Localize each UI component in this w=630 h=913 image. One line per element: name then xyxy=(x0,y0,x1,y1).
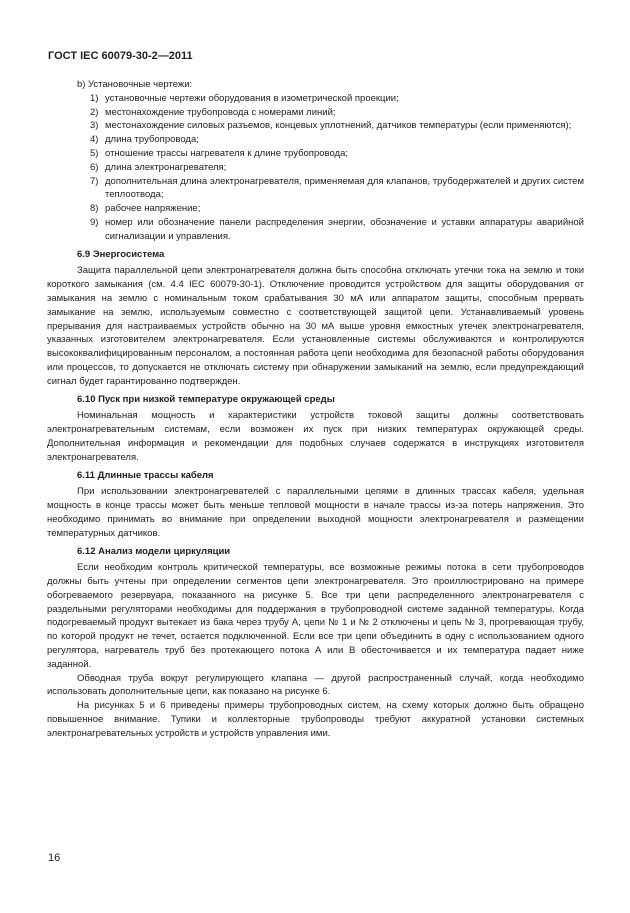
list-item-number: 6) xyxy=(90,161,99,173)
paragraph: Защита параллельной цепи электронагревателя должна быть способна отключать утечки тока на землю и токи короткого замыкания (см. 4.4 IEC 60079-30-1). Отключение проводится устройством для защиты оборудования от замыкания на землю с номинальным током срабатывания 30 мА или аппаратом защиты, способным прервать замыкание на землю, используемым совместно с соответствующей защитой цепи. Устанавливаемый уровень прерывания для настраиваемых устройств обычно на 30 мА выше уровня емкостных утечек электронагревателя, указанных изготовителем электронагревателя. Если установленные системы обслуживаются и контролируются высококвалифицированным персоналом, а постоянная работа цепи необходима для безопасной работы оборудования или процессов, то допускается не отключать систему при обнаружении замыканий на землю, если предупреждающий сигнал будет гарантированно подтвержден. xyxy=(47,265,584,387)
list-item xyxy=(47,106,584,120)
list-item-text: дополнительная длина электронагревателя, применяемая для клапанов, трубодержателей и других систем теплоотвода; xyxy=(105,175,584,201)
section xyxy=(47,545,584,741)
list-b-title xyxy=(47,78,584,92)
page-number: 16 xyxy=(48,852,61,864)
list-item-number: 5) xyxy=(90,147,99,159)
list-item-number: 1) xyxy=(90,92,99,104)
section xyxy=(47,393,584,465)
list-item xyxy=(47,119,584,133)
list-item-text: местонахождение силовых разъемов, концевых уплотнений, датчиков температуры (если применяются); xyxy=(105,120,572,132)
list-item-text: отношение трассы нагревателя к длине трубопровода; xyxy=(105,147,348,159)
document-header: ГОСТ IEC 60079-30-2—2011 xyxy=(48,50,193,62)
list-item-text: рабочее напряжение; xyxy=(105,203,201,215)
list-item-text: установочные чертежи оборудования в изометрической проекции; xyxy=(105,92,399,104)
paragraph: Обводная труба вокруг регулирующего клапана — другой распространенный случай, когда необходимо использовать дополнительные цепи, как показано на рисунке 6. xyxy=(47,672,584,698)
list-item-number: 2) xyxy=(90,106,99,118)
sections xyxy=(47,248,584,741)
list-item-number: 9) xyxy=(90,216,99,228)
paragraph: Номинальная мощность и характеристики устройств токовой защиты должны соответствовать электронагревательным системам, если возможен их пуск при низких температурах окружающей среды. Дополнительная информация и рекомендации для подобных случаев содержатся в инструкциях изготовителя электронагревателя. xyxy=(47,410,584,463)
list-item-number: 4) xyxy=(90,134,99,146)
section-heading: 6.9 Энергосистема xyxy=(77,248,165,260)
list-item xyxy=(47,147,584,161)
list-item xyxy=(47,175,584,203)
list-b-marker: b) xyxy=(77,79,86,90)
section-heading: 6.11 Длинные трассы кабеля xyxy=(77,469,214,481)
list-item xyxy=(47,133,584,147)
list-item-number: 7) xyxy=(90,175,99,187)
section xyxy=(47,469,584,541)
list-item xyxy=(47,92,584,106)
list-item-text: номер или обозначение панели распределения энергии, обозначение и уставки аппаратуры аварийной сигнализации и управления. xyxy=(105,216,584,242)
section-heading: 6.10 Пуск при низкой температуре окружающей среды xyxy=(77,393,335,405)
paragraph: При использовании электронагревателей с параллельными цепями в длинных трассах кабеля, удельная мощность в конце трассы может быть меньше тепловой мощности в начале трассы из-за потерь напряжения. Это необходимо принимать во внимание при определении выходной мощности электронагревателя и размещении температурных датчиков. xyxy=(47,486,584,539)
page-content xyxy=(47,78,584,741)
list-item-number: 3) xyxy=(90,120,99,132)
list-item-text: длина электронагревателя; xyxy=(105,161,227,173)
paragraph: На рисунках 5 и 6 приведены примеры трубопроводных систем, на схему которых должно быть обращено повышенное внимание. Тупики и коллекторные трубопроводы требуют аккуратной установки системных электронагревательных устройств и устройств управления ими. xyxy=(47,700,584,739)
list-item xyxy=(47,202,584,216)
list-b-title-text: Установочные чертежи: xyxy=(88,79,193,90)
paragraph: Если необходим контроль критической температуры, все возможные режимы потока в сети трубопроводов должны быть учтены при определении сегментов цепи электронагревателя. Это проиллюстрировано на примере обогреваемого резервуара, показанного на рисунке 5. Все три цепи распределенного электронагревателя с раздельными регуляторами необходимы для поддержания в трубопроводной системе заданной температуры. Когда подогреваемый продукт вытекает из бака через трубу А, цепи № 1 и № 2 отключены и цепь № 3, прогревающая трубу, по которой продукт не течет, остается подключенной. Если все три цепи объединить в одну с использованием одного регулятора, нагреватель труб без протекающего потока А или В обесточивается и их температура падает ниже заданной. xyxy=(47,562,584,670)
list-b-items xyxy=(47,92,584,244)
section-heading: 6.12 Анализ модели циркуляции xyxy=(77,545,231,557)
section xyxy=(47,248,584,389)
list-item-text: местонахождение трубопровода с номерами линий; xyxy=(105,106,336,118)
list-item xyxy=(47,161,584,175)
list-item xyxy=(47,216,584,244)
list-item-number: 8) xyxy=(90,203,99,215)
list-item-text: длина трубопровода; xyxy=(105,134,199,146)
